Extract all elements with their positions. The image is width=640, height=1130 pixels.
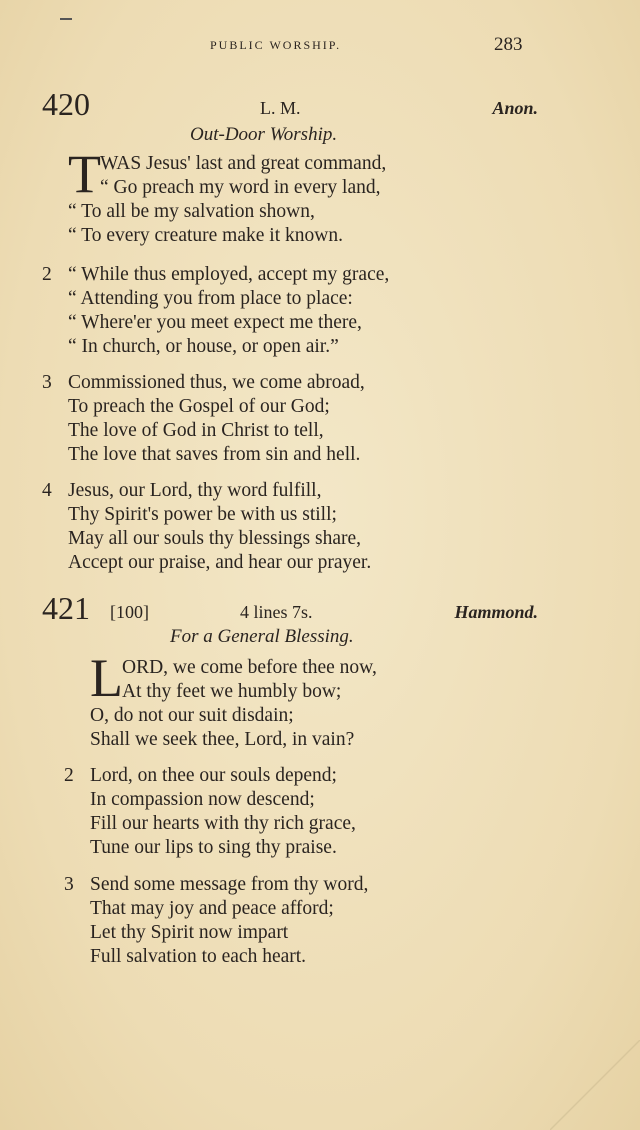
page-number: 283 — [494, 34, 523, 55]
verse-line: Lord, on thee our souls depend; — [90, 765, 337, 786]
hymn-number: 421 — [42, 590, 90, 626]
stanza — [90, 648, 377, 752]
verse-line: O, do not our suit disdain; — [90, 705, 294, 726]
stanza — [42, 263, 390, 359]
hymn-meter: 4 lines 7s. — [240, 602, 313, 622]
verse-line: “ To all be my salvation shown, — [68, 201, 315, 222]
hymn-subtitle: For a General Blessing. — [170, 626, 354, 647]
stanza-number: 3 — [64, 874, 74, 895]
verse-line: The love of God in Christ to tell, — [68, 420, 324, 441]
hymn-number: 420 — [42, 86, 90, 122]
verse-line: Send some message from thy word, — [90, 874, 369, 895]
stanza-number: 3 — [42, 372, 52, 393]
verse-line: The love that saves from sin and hell. — [68, 444, 361, 465]
hymn-subtitle: Out-Door Worship. — [190, 124, 338, 145]
verse-line: May all our souls thy blessings share, — [68, 528, 362, 549]
hymn-meter: L. M. — [260, 98, 301, 118]
verse-line: Jesus, our Lord, thy word fulfill, — [68, 480, 322, 501]
stanza — [64, 873, 369, 969]
verse-line: Let thy Spirit now impart — [90, 922, 289, 943]
stanza-number: 2 — [64, 765, 74, 786]
verse-line: Thy Spirit's power be with us still; — [68, 504, 337, 525]
verse-line: “ Go preach my word in every land, — [100, 177, 381, 198]
verse-line: Shall we seek thee, Lord, in vain? — [90, 729, 355, 750]
verse-line: ORD, we come before thee now, — [122, 657, 377, 678]
hymn-header — [42, 86, 542, 126]
stanza — [42, 479, 372, 575]
verse-line: Accept our praise, and hear our prayer. — [68, 552, 372, 573]
verse-line: “ Attending you from place to place: — [68, 288, 353, 309]
hymn-author: Anon. — [492, 98, 538, 118]
verse-line: “ To every creature make it known. — [68, 225, 343, 246]
verse-line: To preach the Gospel of our God; — [68, 396, 330, 417]
verse-line: Full salvation to each heart. — [90, 946, 307, 967]
verse-line: Commissioned thus, we come abroad, — [68, 372, 365, 393]
stanza — [68, 144, 387, 248]
verse-line: In compassion now descend; — [90, 789, 315, 810]
hymn-header — [42, 590, 542, 630]
verse-line: At thy feet we humbly bow; — [122, 681, 342, 702]
drop-cap: L — [90, 648, 123, 708]
verse-line: “ In church, or house, or open air.” — [68, 336, 339, 357]
hymn-author: Hammond. — [454, 602, 538, 622]
verse-line: “ While thus employed, accept my grace, — [68, 264, 390, 285]
stanza-number: 4 — [42, 480, 52, 501]
running-header — [0, 36, 640, 60]
stanza-number: 2 — [42, 264, 52, 285]
verse-line: WAS Jesus' last and great command, — [100, 153, 387, 174]
running-title: PUBLIC WORSHIP. — [210, 38, 342, 52]
margin-mark — [60, 18, 72, 20]
hymn-reference: [100] — [110, 602, 149, 622]
verse-line: Tune our lips to sing thy praise. — [90, 837, 337, 858]
verse-line: Fill our hearts with thy rich grace, — [90, 813, 356, 834]
verse-line: “ Where'er you meet expect me there, — [68, 312, 362, 333]
drop-cap: T — [68, 144, 101, 204]
verse-line: That may joy and peace afford; — [90, 898, 334, 919]
stanza — [42, 371, 365, 467]
stanza — [64, 764, 356, 860]
page-crease — [550, 1040, 640, 1130]
